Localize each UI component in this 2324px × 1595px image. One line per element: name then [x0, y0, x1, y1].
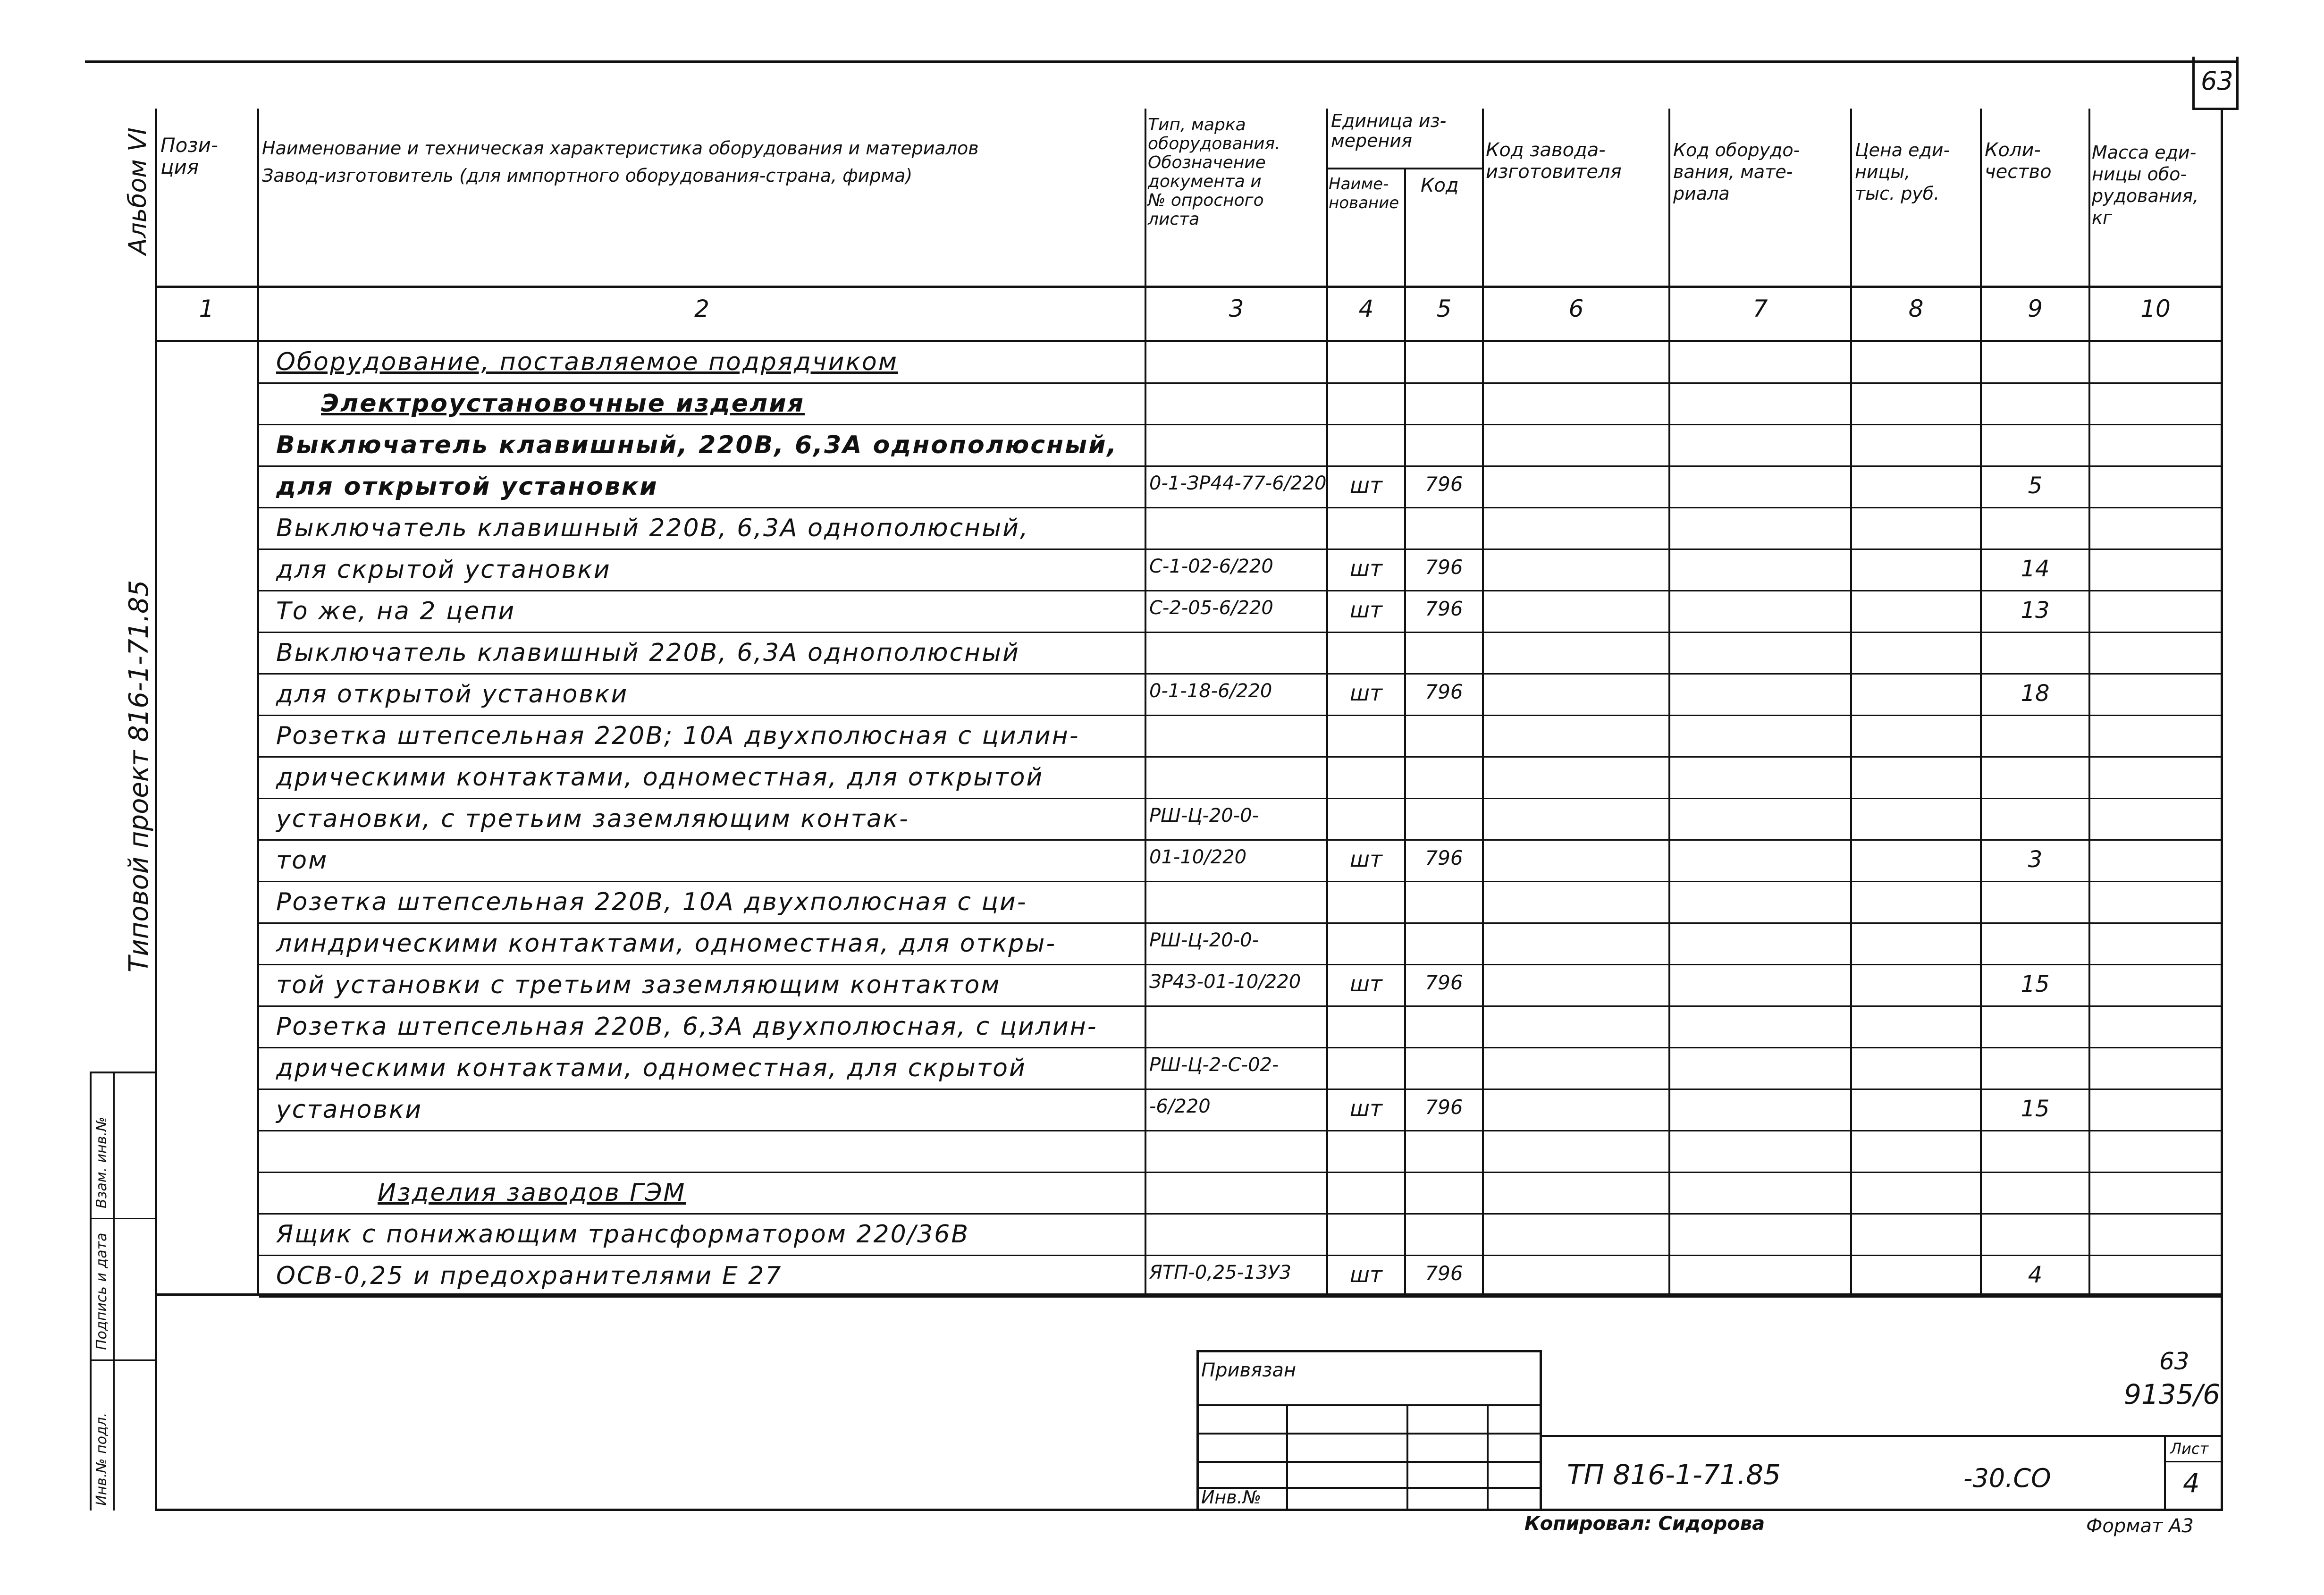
row-separator: [259, 798, 2221, 799]
tb-sheet-no: 4: [2183, 1468, 2200, 1499]
col-sep-9: [2088, 109, 2090, 1294]
top-border-line: [85, 60, 2237, 63]
row-name: для скрытой установки: [276, 556, 611, 584]
row-name: для открытой установки: [276, 680, 629, 709]
colnum-2: 2: [694, 295, 709, 322]
sheet-box-left: [2192, 57, 2195, 109]
row-name: Розетка штепсельная 220В; 10А двухполюсная с цилин-: [276, 722, 1080, 750]
header-unit-name: Наиме- нование: [1329, 175, 1399, 212]
footer-copied-by: Копировал: Сидорова: [1524, 1513, 1765, 1535]
row-name: Розетка штепсельная 220В, 6,3А двухполюсная, с цилин-: [276, 1013, 1098, 1041]
row-separator: [259, 673, 2221, 675]
row-unit: шт: [1350, 473, 1382, 498]
header-quantity: Коли- чество: [1985, 139, 2052, 183]
stamp-replace-inv: Взам. инв.№: [93, 1116, 110, 1208]
table-end-line: [155, 1293, 2223, 1296]
colnum-1: 1: [199, 295, 214, 322]
row-qty: 5: [2028, 473, 2043, 499]
row-type: РШ-Ц-20-0-: [1149, 805, 1259, 827]
row-separator: [259, 922, 2221, 924]
tb-box-top: [1196, 1350, 1541, 1352]
row-code: 796: [1425, 971, 1463, 994]
colnum-4: 4: [1358, 295, 1374, 322]
header-unit-code: Код: [1421, 175, 1459, 196]
colnum-8: 8: [1908, 295, 1924, 322]
row-type: С-2-05-6/220: [1149, 597, 1273, 619]
tb-box-vline-2: [1406, 1404, 1408, 1511]
tb-box-line-3: [1196, 1461, 1541, 1463]
tb-sheet-box-left: [2164, 1435, 2166, 1511]
row-name: То же, на 2 цепи: [276, 597, 516, 625]
row-unit: шт: [1350, 680, 1382, 706]
row-separator: [259, 1213, 2221, 1215]
row-name: ОСВ-0,25 и предохранителями Е 27: [276, 1262, 783, 1290]
row-type: С-1-02-6/220: [1149, 556, 1273, 577]
row-name: Изделия заводов ГЭМ: [378, 1179, 686, 1207]
row-separator: [259, 1089, 2221, 1090]
col-sep-7: [1850, 109, 1852, 1294]
row-name: той установки с третьим заземляющим контактом: [276, 971, 1001, 999]
row-name: Выключатель клавишный 220В, 6,3А однополюсный: [276, 639, 1020, 667]
row-code: 796: [1425, 473, 1463, 496]
stamp-signature-date: Подпись и дата: [93, 1232, 110, 1350]
row-type: РШ-Ц-2-С-02-: [1149, 1054, 1279, 1076]
colnum-9: 9: [2028, 295, 2043, 322]
header-unit: Единица из- мерения: [1331, 110, 1447, 151]
row-name: дрическими контактами, одноместная, для скрытой: [276, 1054, 1027, 1082]
header-mass: Масса еди- ницы обо- рудования, кг: [2092, 142, 2199, 228]
row-separator: [259, 1047, 2221, 1048]
colnum-10: 10: [2140, 295, 2171, 322]
row-separator: [259, 632, 2221, 633]
side-label-album: Альбом VI: [124, 127, 152, 255]
row-separator: [259, 424, 2221, 425]
row-type: РШ-Ц-20-0-: [1149, 929, 1259, 951]
unit-header-line: [1326, 168, 1484, 169]
row-name: Ящик с понижающим трансформатором 220/36В: [276, 1220, 970, 1249]
col-sep-4: [1404, 168, 1406, 1294]
row-code: 796: [1425, 1096, 1463, 1119]
row-unit: шт: [1350, 1262, 1382, 1287]
row-name: Розетка штепсельная 220В, 10А двухполюсная с ци-: [276, 888, 1027, 916]
row-name: Оборудование, поставляемое подрядчиком: [276, 348, 898, 376]
row-type: ЯТП-0,25-13У3: [1149, 1262, 1291, 1283]
colnum-3: 3: [1229, 295, 1244, 322]
row-unit: шт: [1350, 556, 1382, 581]
table-right-border: [2221, 109, 2223, 1511]
row-unit: шт: [1350, 1096, 1382, 1121]
row-unit: шт: [1350, 971, 1382, 996]
row-unit: шт: [1350, 846, 1382, 872]
row-separator: [259, 507, 2221, 508]
row-name: том: [276, 846, 328, 875]
row-code: 796: [1425, 680, 1463, 703]
row-type: ЗР43-01-10/220: [1149, 971, 1301, 993]
row-type: -6/220: [1149, 1096, 1211, 1117]
row-unit: шт: [1350, 597, 1382, 623]
row-name: линдрическими контактами, одноместная, для откры-: [276, 929, 1057, 958]
colnum-7: 7: [1752, 295, 1768, 322]
col-sep-1: [257, 109, 259, 1294]
table-bottom-border: [155, 1509, 2223, 1511]
row-name: установки, с третьим заземляющим контак-: [276, 805, 909, 833]
header-factory-code: Код завода- изготовителя: [1486, 139, 1622, 183]
col-sep-6: [1668, 109, 1670, 1294]
row-qty: 15: [2021, 1096, 2050, 1122]
col-sep-2: [1145, 109, 1146, 1294]
sheet-box-bottom: [2192, 108, 2239, 110]
header-bottom-line: [155, 286, 2223, 288]
row-separator: [259, 590, 2221, 591]
row-type: 0-1-ЗР44-77-6/220: [1149, 473, 1327, 494]
row-separator: [259, 756, 2221, 758]
row-type: 0-1-18-6/220: [1149, 680, 1272, 702]
header-name: Наименование и техническая характеристика оборудования и материалов Завод-изготовитель (для импортного оборудования-страна, фирма): [262, 138, 979, 186]
sheet-box-right: [2236, 57, 2239, 109]
side-label-project: Типовой проект 816-1-71.85: [124, 580, 154, 972]
header-price: Цена еди- ницы, тыс. руб.: [1855, 140, 1950, 204]
row-separator: [259, 465, 2221, 467]
header-equipment-code: Код оборудо- вания, мате- риала: [1673, 140, 1800, 204]
row-qty: 4: [2028, 1262, 2043, 1288]
row-name: Электроустановочные изделия: [321, 389, 805, 418]
row-qty: 3: [2028, 846, 2043, 873]
footer-format: Формат А3: [2086, 1515, 2194, 1537]
stamp-divider-3: [90, 1218, 157, 1219]
sheet-number-top: 63: [2201, 66, 2233, 96]
row-qty: 15: [2021, 971, 2050, 997]
colnum-5: 5: [1436, 295, 1452, 322]
tb-inv-no: Инв.№: [1201, 1487, 1262, 1508]
tb-doc-code: ТП 816-1-71.85: [1567, 1459, 1781, 1491]
header-position: Пози- ция: [160, 134, 219, 178]
row-qty: 18: [2021, 680, 2050, 707]
row-name: для открытой установки: [276, 473, 658, 501]
row-qty: 14: [2021, 556, 2050, 582]
stamp-divider-1: [113, 1072, 115, 1511]
row-code: 796: [1425, 556, 1463, 579]
stamp-border-top: [90, 1072, 157, 1073]
row-code: 796: [1425, 1262, 1463, 1285]
tb-box-line-1: [1196, 1404, 1541, 1406]
header-type: Тип, марка оборудования. Обозначение документа и № опросного листа: [1148, 115, 1280, 229]
tb-box-line-2: [1196, 1433, 1541, 1435]
tb-privyazan: Привязан: [1201, 1359, 1297, 1381]
tb-box-vline-3: [1487, 1404, 1489, 1511]
row-separator: [259, 382, 2221, 384]
tb-box-vline-1: [1286, 1404, 1288, 1511]
row-separator: [259, 964, 2221, 965]
row-separator: [259, 549, 2221, 550]
tb-box-right: [1540, 1350, 1542, 1511]
colnum-bottom-line: [155, 340, 2223, 342]
tb-doc-line: [1540, 1435, 2222, 1437]
row-separator: [259, 839, 2221, 841]
row-separator: [259, 1005, 2221, 1007]
tb-doc-suffix: -30.СО: [1963, 1463, 2051, 1493]
tb-ref-bottom: 9135/6: [2124, 1378, 2221, 1410]
row-qty: 13: [2021, 597, 2050, 624]
row-name: Выключатель клавишный 220В, 6,3А однополюсный,: [276, 514, 1029, 542]
stamp-divider-2: [90, 1359, 157, 1361]
row-type: 01-10/220: [1149, 846, 1247, 868]
tb-ref-top: 63: [2159, 1348, 2189, 1375]
row-name: Выключатель клавишный, 220В, 6,3А однополюсный,: [276, 431, 1118, 459]
row-name: установки: [276, 1096, 423, 1124]
tb-box-left: [1196, 1350, 1199, 1511]
colnum-6: 6: [1568, 295, 1584, 322]
stamp-inv-no: Инв.№ подл.: [93, 1412, 110, 1506]
stamp-border-left: [90, 1072, 92, 1511]
tb-sheet-box-mid: [2164, 1461, 2222, 1462]
row-name: дрическими контактами, одноместная, для открытой: [276, 763, 1044, 792]
row-code: 796: [1425, 597, 1463, 620]
row-separator: [259, 715, 2221, 716]
col-sep-5: [1482, 109, 1484, 1294]
row-code: 796: [1425, 846, 1463, 869]
row-separator: [259, 1130, 2221, 1131]
row-separator: [259, 1296, 2221, 1298]
tb-sheet-label: Лист: [2170, 1440, 2209, 1458]
row-separator: [259, 1172, 2221, 1173]
row-separator: [259, 1255, 2221, 1256]
row-separator: [259, 881, 2221, 882]
